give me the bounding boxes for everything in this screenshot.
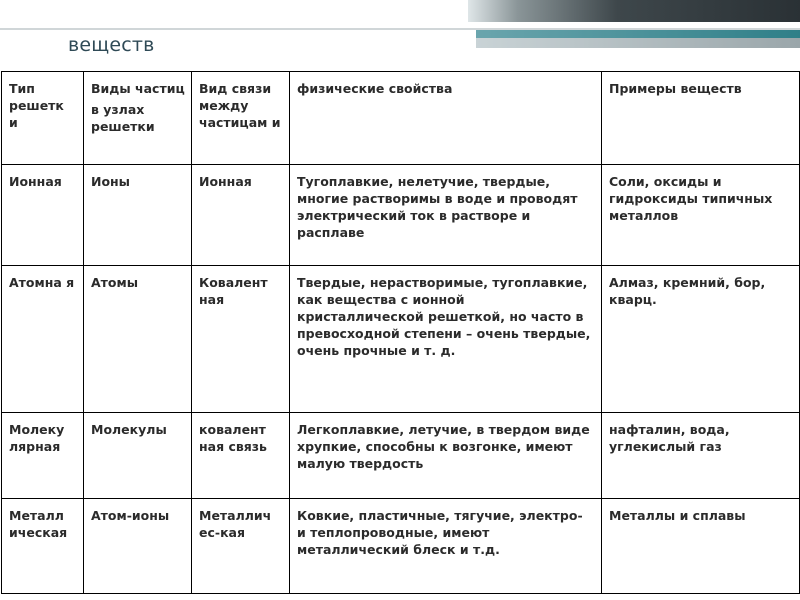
cell-type: Молеку лярная [2,413,84,499]
accent-bar-secondary [476,38,800,48]
table-row [2,413,800,499]
cell-particles: Атом-ионы [84,499,192,594]
cell-properties: Легкоплавкие, летучие, в твердом виде хрупкие, способны к возгонке, имеют малую твердость [290,413,602,499]
table-row [2,266,800,413]
header-cell-examples: Примеры веществ [602,72,800,165]
cell-examples: нафталин, вода, углекислый газ [602,413,800,499]
cell-bond: Ионная [192,165,290,266]
cell-properties: Ковкие, пластичные, тягучие, электро- и теплопроводные, имеют металлический блеск и т.д. [290,499,602,594]
table-row [2,165,800,266]
header-cell-properties: физические свойства [290,72,602,165]
cell-type: Ионная [2,165,84,266]
cell-properties: Твердые, нерастворимые, тугоплавкие, как вещества с ионной кристаллической решеткой, но часто в превосходной степени – очень твердые, очень прочные и т. д. [290,266,602,413]
header-decoration [468,0,800,22]
cell-particles: Молекулы [84,413,192,499]
cell-examples: Алмаз, кремний, бор, кварц. [602,266,800,413]
cell-bond: Металлич ес-кая [192,499,290,594]
cell-properties: Тугоплавкие, нелетучие, твердые, многие растворимы в воде и проводят электрический ток в растворе и расплаве [290,165,602,266]
cell-type: Металл ическая [2,499,84,594]
accent-bar [476,30,800,38]
cell-bond: Ковалент ная [192,266,290,413]
table-header-row [2,72,800,165]
header-cell-bond: Вид связи между частицам и [192,72,290,165]
cell-particles: Ионы [84,165,192,266]
table-row [2,499,800,594]
cell-examples: Металлы и сплавы [602,499,800,594]
crystal-lattice-table [1,71,800,594]
cell-particles: Атомы [84,266,192,413]
cell-bond: ковалент ная связь [192,413,290,499]
cell-examples: Соли, оксиды и гидроксиды типичных металлов [602,165,800,266]
slide-title: веществ [68,34,155,56]
header-cell-type: Тип решетк и [2,72,84,165]
cell-type: Атомна я [2,266,84,413]
header-particles-line2: в узлах решетки [91,102,155,134]
header-particles-line1: Виды частиц [91,81,185,96]
header-cell-particles [84,72,192,165]
